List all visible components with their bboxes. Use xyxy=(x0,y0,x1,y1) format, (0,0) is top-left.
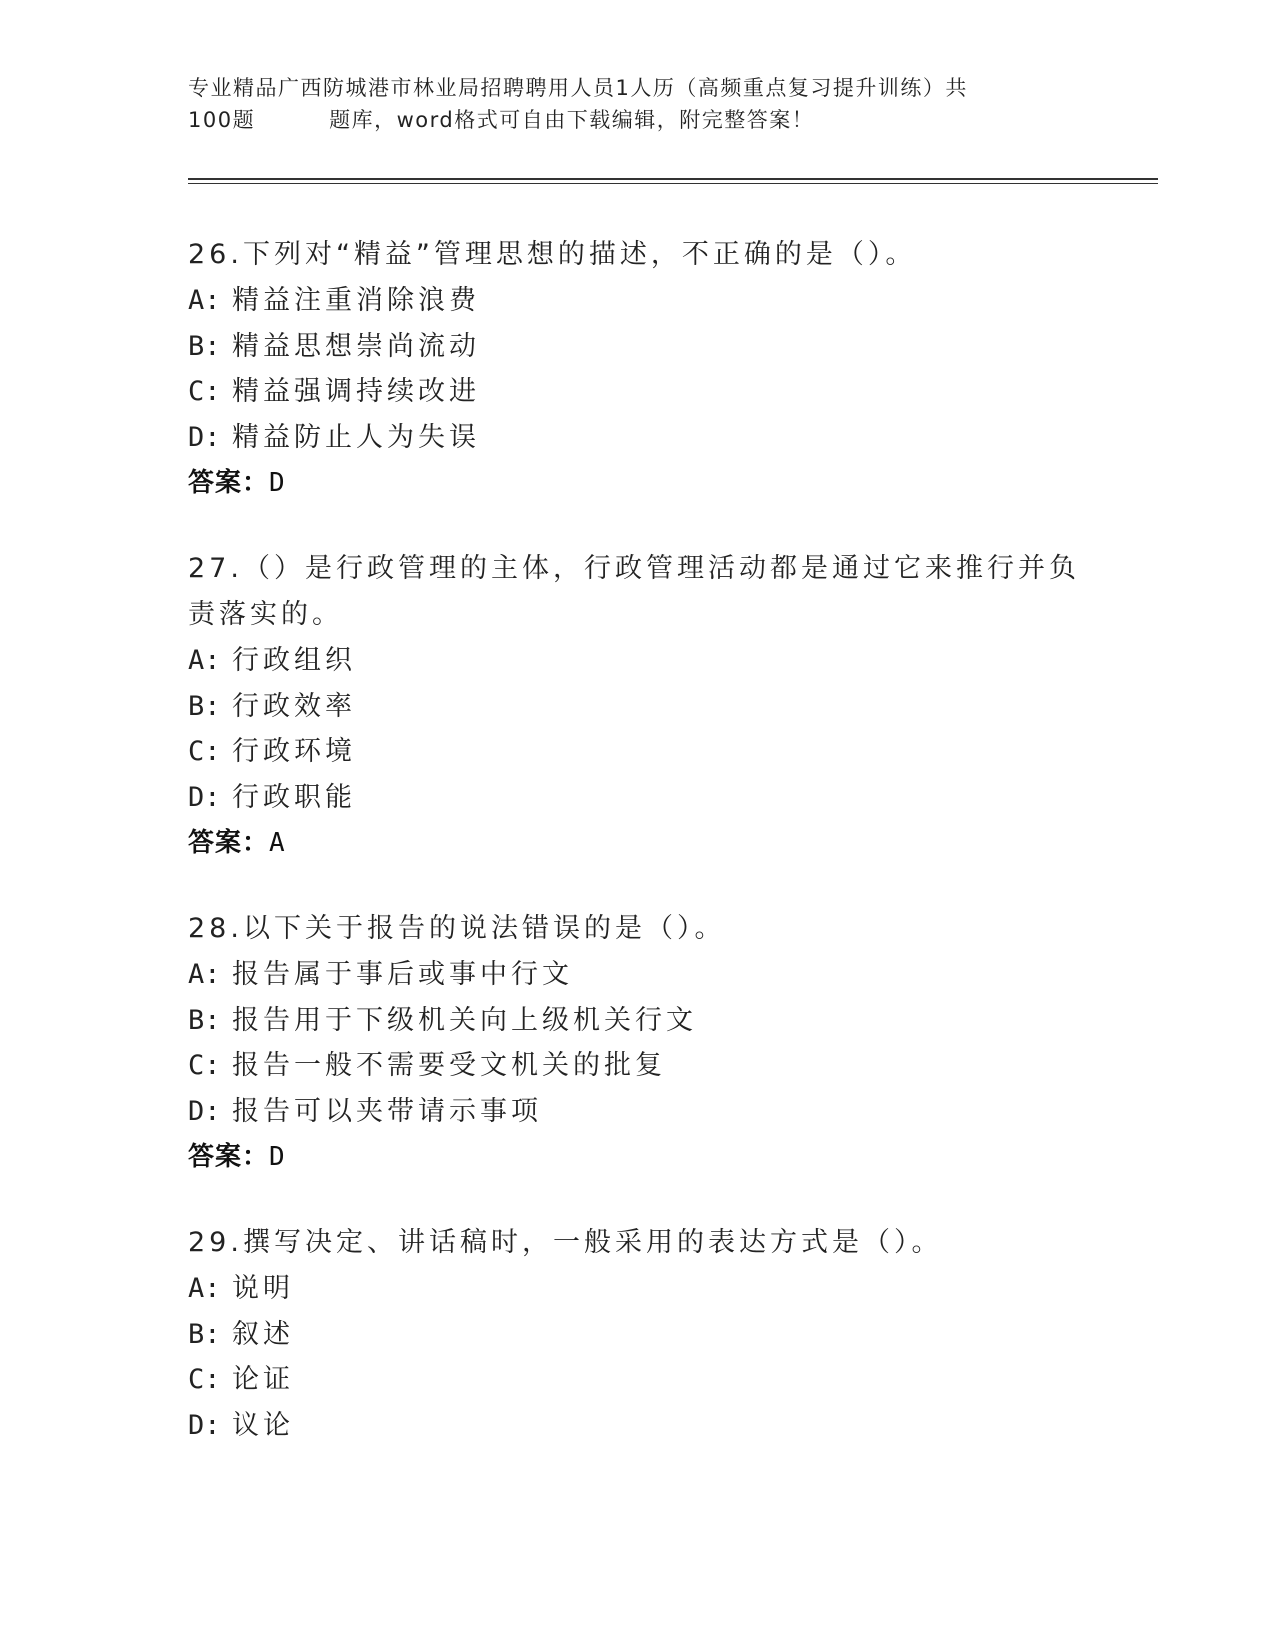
option-key: D: xyxy=(188,1095,221,1127)
option-text: 说明 xyxy=(232,1273,294,1304)
option-key: A: xyxy=(188,1273,221,1304)
question-stem: 27.（）是行政管理的主体，行政管理活动都是通过它来推行并负责落实的。 xyxy=(188,553,1080,630)
option-a xyxy=(188,952,1088,998)
option-key: A: xyxy=(188,645,221,676)
option-text: 报告属于事后或事中行文 xyxy=(232,959,573,990)
option-c xyxy=(188,369,1088,415)
option-key: B: xyxy=(188,1318,221,1350)
header-question-count: 100题 xyxy=(188,108,256,132)
option-key: D: xyxy=(188,781,221,813)
question-stem: 28.以下关于报告的说法错误的是（）。 xyxy=(188,913,726,944)
option-d xyxy=(188,1403,1088,1449)
question-27 xyxy=(188,546,1088,866)
option-c xyxy=(188,1043,1088,1089)
header-subtitle: 题库，word格式可自由下载编辑，附完整答案！ xyxy=(329,108,815,132)
answer-label: 答案： xyxy=(188,468,270,498)
option-key: D: xyxy=(188,1409,221,1441)
answer-label: 答案： xyxy=(188,828,270,858)
option-key: D: xyxy=(188,421,221,453)
option-text: 议论 xyxy=(232,1409,294,1441)
option-text: 行政效率 xyxy=(232,690,356,722)
answer-value: D xyxy=(269,1142,286,1172)
header-divider-thin xyxy=(188,183,1158,184)
option-text: 精益防止人为失误 xyxy=(232,421,480,453)
option-text: 精益思想崇尚流动 xyxy=(232,330,480,362)
answer-value: A xyxy=(269,828,286,858)
question-26 xyxy=(188,232,1088,506)
answer-value: D xyxy=(269,468,286,498)
option-key: B: xyxy=(188,690,221,722)
option-a xyxy=(188,278,1088,324)
answer-line xyxy=(188,460,1088,506)
option-key: A: xyxy=(188,285,221,316)
option-c xyxy=(188,729,1088,775)
option-b xyxy=(188,1312,1088,1358)
document-header xyxy=(188,72,1088,136)
answer-line xyxy=(188,820,1088,866)
option-b xyxy=(188,998,1088,1044)
option-d xyxy=(188,775,1088,821)
option-key: A: xyxy=(188,959,221,990)
header-title-line1: 专业精品广西防城港市林业局招聘聘用人员1人历（高频重点复习提升训练）共 xyxy=(188,76,968,100)
option-c xyxy=(188,1357,1088,1403)
option-text: 行政职能 xyxy=(232,781,356,813)
question-list xyxy=(188,232,1088,1488)
question-stem: 29.撰写决定、讲话稿时，一般采用的表达方式是（）。 xyxy=(188,1227,943,1258)
option-text: 报告用于下级机关向上级机关行文 xyxy=(232,1004,697,1036)
answer-label: 答案： xyxy=(188,1142,270,1172)
option-d xyxy=(188,415,1088,461)
option-text: 叙述 xyxy=(232,1318,294,1350)
option-key: C: xyxy=(188,376,221,407)
option-a xyxy=(188,638,1088,684)
option-text: 论证 xyxy=(232,1364,294,1395)
option-key: C: xyxy=(188,1050,221,1081)
option-key: B: xyxy=(188,1004,221,1036)
option-text: 精益注重消除浪费 xyxy=(232,285,480,316)
option-a xyxy=(188,1266,1088,1312)
option-key: C: xyxy=(188,1364,221,1395)
option-text: 行政环境 xyxy=(232,736,356,767)
option-d xyxy=(188,1089,1088,1135)
option-text: 报告可以夹带请示事项 xyxy=(232,1095,542,1127)
option-text: 行政组织 xyxy=(232,645,356,676)
question-29 xyxy=(188,1220,1088,1448)
header-title-line2 xyxy=(188,104,1088,136)
option-b xyxy=(188,324,1088,370)
header-divider-thick xyxy=(188,178,1158,180)
answer-line xyxy=(188,1134,1088,1180)
option-text: 精益强调持续改进 xyxy=(232,376,480,407)
option-b xyxy=(188,684,1088,730)
option-key: B: xyxy=(188,330,221,362)
question-stem: 26.下列对“精益”管理思想的描述，不正确的是（）。 xyxy=(188,239,917,270)
option-key: C: xyxy=(188,736,221,767)
option-text: 报告一般不需要受文机关的批复 xyxy=(232,1050,666,1081)
question-28 xyxy=(188,906,1088,1180)
